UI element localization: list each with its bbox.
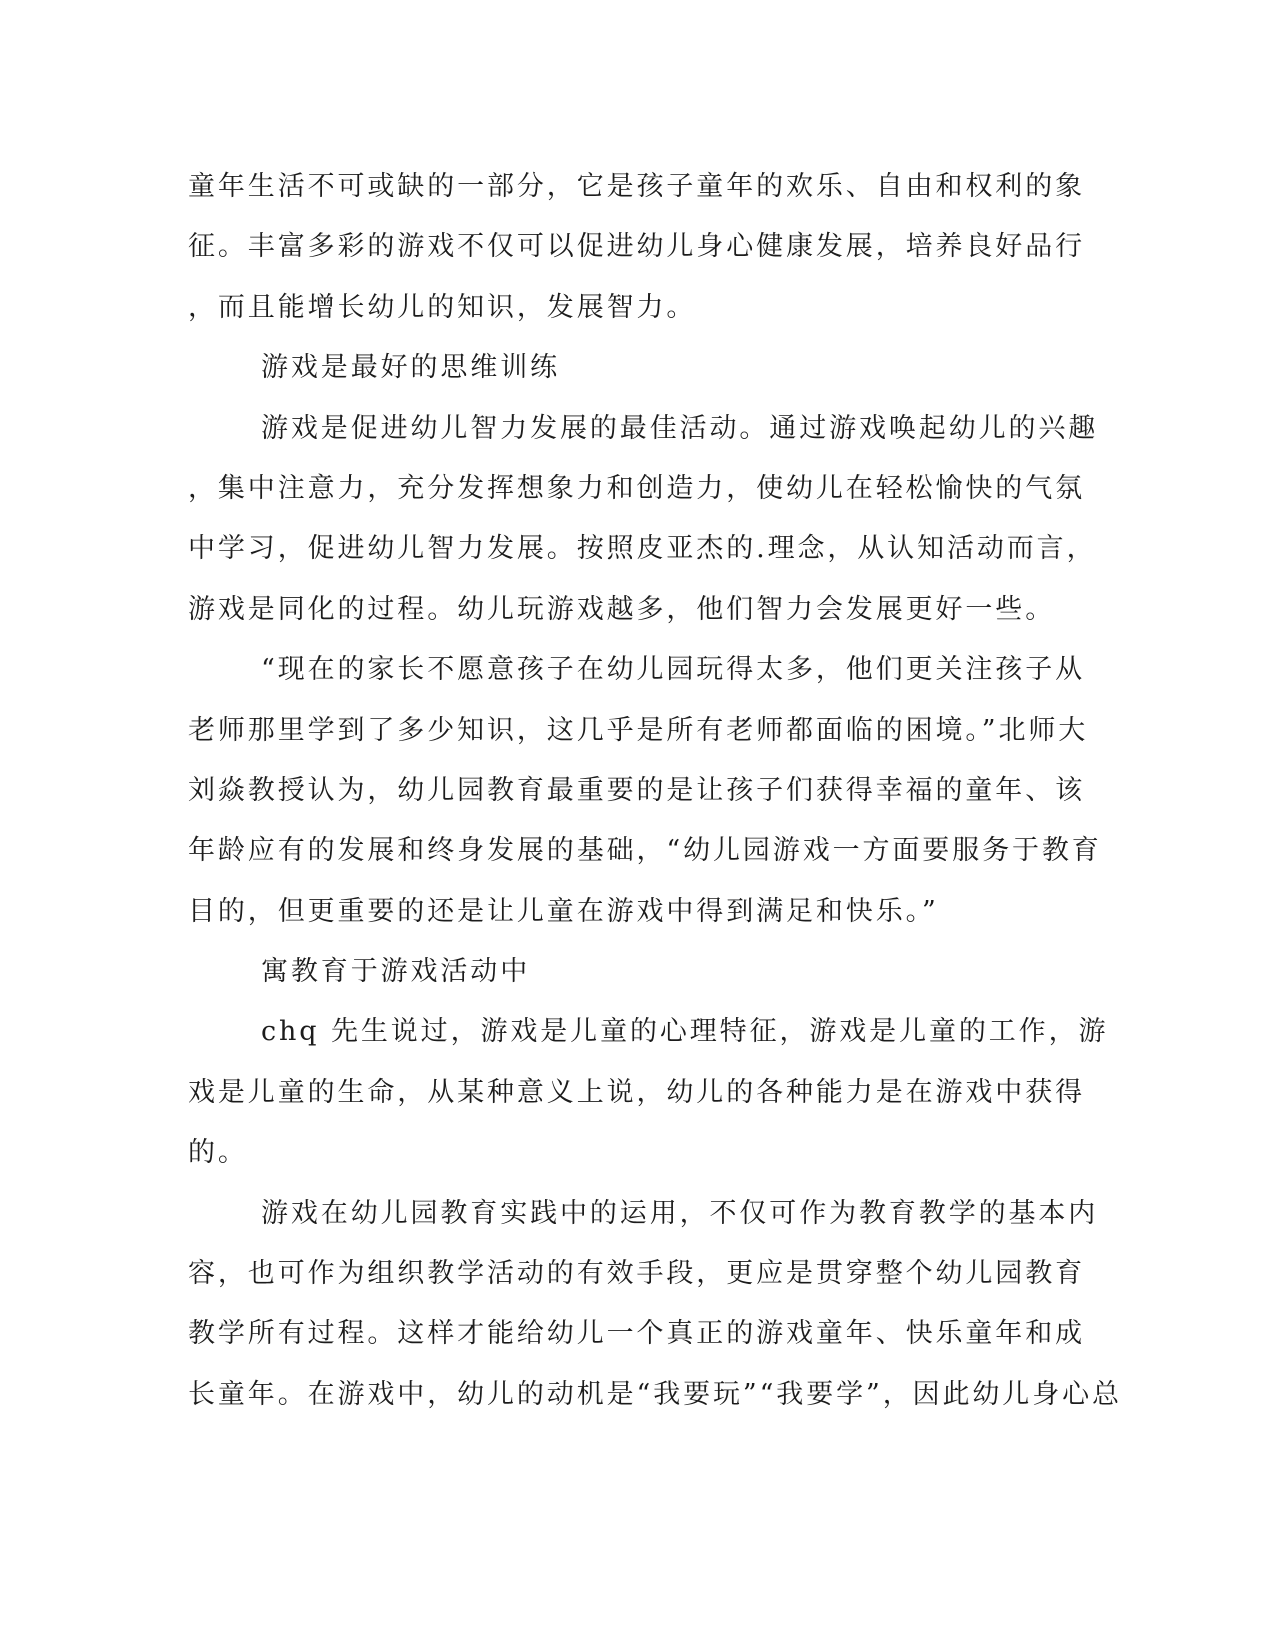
text-line: ，集中注意力，充分发挥想象力和创造力，使幼儿在轻松愉快的气氛: [188, 472, 1085, 504]
text-line: ，而且能增长幼儿的知识，发展智力。: [188, 291, 697, 323]
text-line: 游戏是促进幼儿智力发展的最佳活动。通过游戏唤起幼儿的兴趣: [261, 412, 1099, 444]
text-line: 目的，但更重要的还是让儿童在游戏中得到满足和快乐。”: [188, 895, 939, 927]
text-line: 征。丰富多彩的游戏不仅可以促进幼儿身心健康发展，培养良好品行: [188, 231, 1085, 263]
text-line: 童年生活不可或缺的一部分，它是孩子童年的欢乐、自由和权利的象: [188, 171, 1085, 202]
text-line: 年龄应有的发展和终身发展的基础，“幼儿园游戏一方面要服务于教育: [188, 835, 1102, 867]
text-line: 戏是儿童的生命，从某种意义上说，幼儿的各种能力是在游戏中获得: [188, 1076, 1085, 1108]
text-line: 长童年。在游戏中，幼儿的动机是“我要玩”“我要学”，因此幼儿身心总: [188, 1378, 1122, 1410]
section-heading: 寓教育于游戏活动中: [261, 956, 531, 988]
text-line: “现在的家长不愿意孩子在幼儿园玩得太多，他们更关注孩子从: [261, 654, 1086, 686]
text-line: 刘焱教授认为，幼儿园教育最重要的是让孩子们获得幸福的童年、该: [188, 774, 1085, 806]
text-line: chq 先生说过，游戏是儿童的心理特征，游戏是儿童的工作，游: [261, 1016, 1109, 1048]
text-line: 游戏在幼儿园教育实践中的运用，不仅可作为教育教学的基本内: [261, 1197, 1099, 1229]
section-heading: 游戏是最好的思维训练: [261, 352, 560, 384]
text-line: 教学所有过程。这样才能给幼儿一个真正的游戏童年、快乐童年和成: [188, 1318, 1085, 1350]
document-body: [188, 157, 1122, 1425]
text-line: 的。: [188, 1137, 248, 1169]
text-line: 中学习，促进幼儿智力发展。按照皮亚杰的.理念，从认知活动而言，: [188, 533, 1097, 565]
text-line: 游戏是同化的过程。幼儿玩游戏越多，他们智力会发展更好一些。: [188, 593, 1056, 625]
text-line: 老师那里学到了多少知识，这几乎是所有老师都面临的困境。”北师大: [188, 714, 1089, 746]
text-line: 容，也可作为组织教学活动的有效手段，更应是贯穿整个幼儿园教育: [188, 1258, 1085, 1290]
